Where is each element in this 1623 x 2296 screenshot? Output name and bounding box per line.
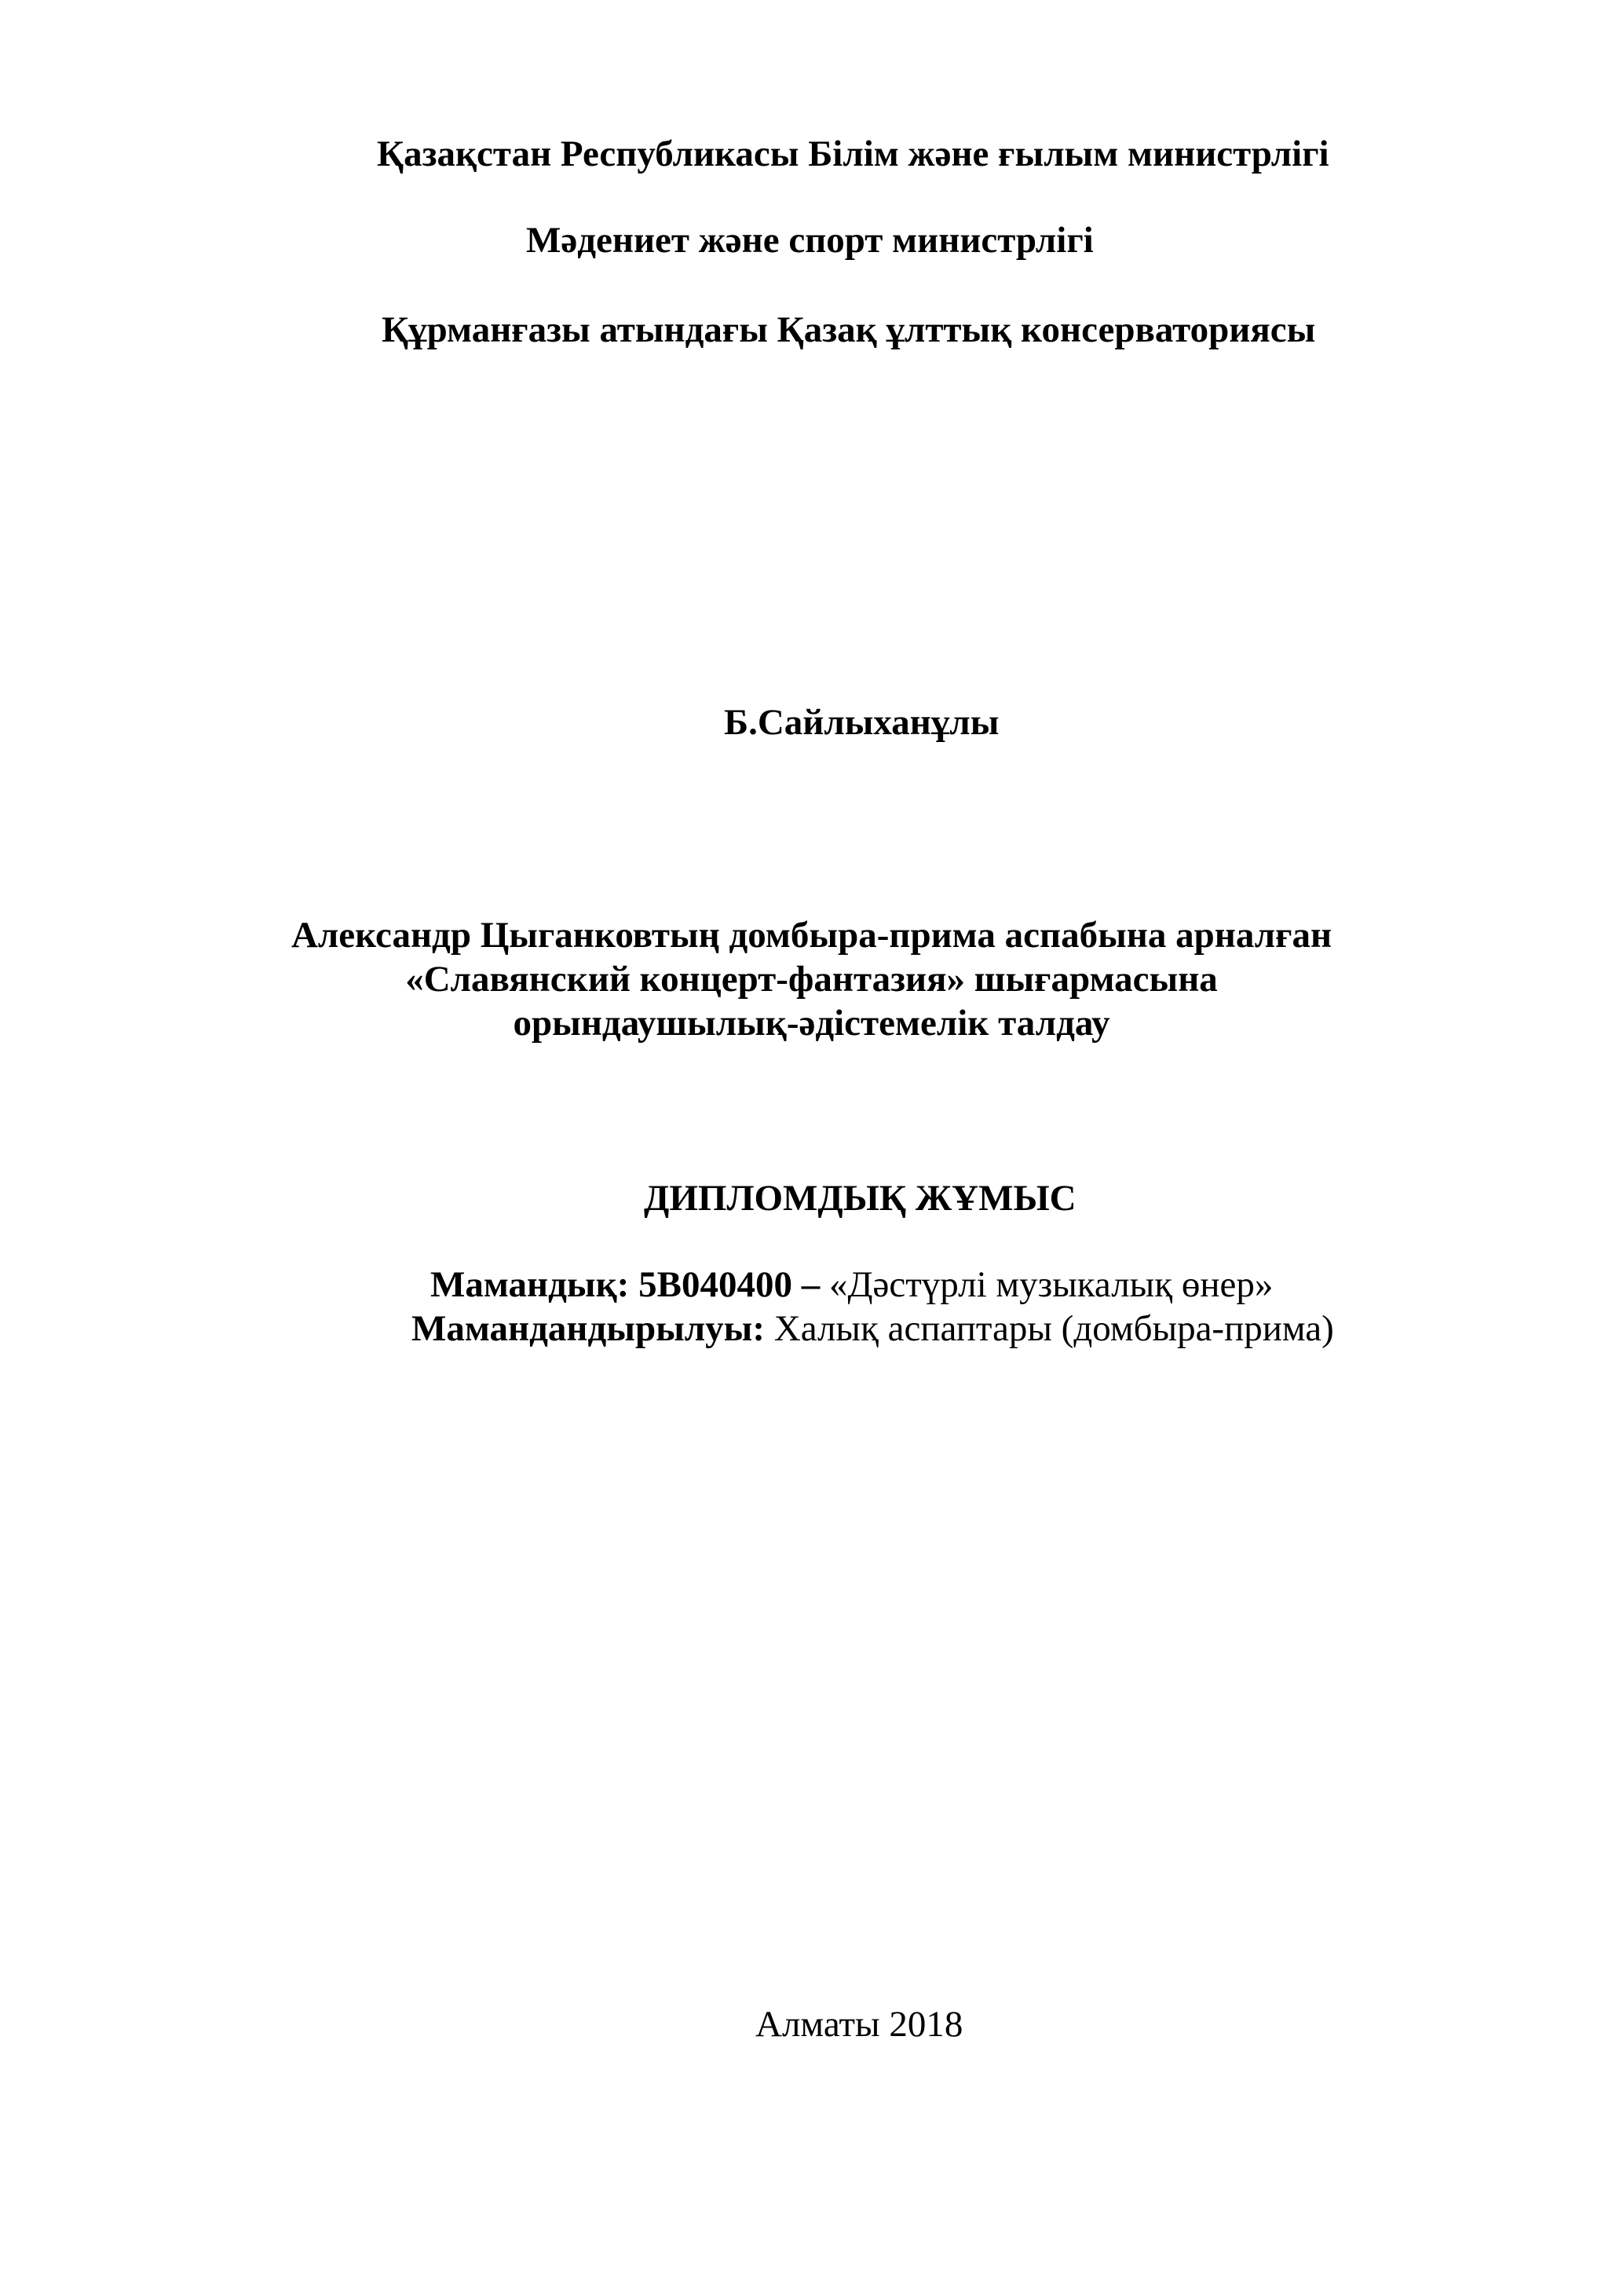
specialty-name: «Дәстүрлі музыкалық өнер» <box>828 1264 1274 1305</box>
thesis-title-line-1: Александр Цыганковтың домбыра-прима аспабына арналған <box>291 915 1332 956</box>
thesis-title-line-3: орындаушылық-әдістемелік талдау <box>513 1003 1110 1044</box>
specialty-code: 5В040400 – <box>638 1264 821 1305</box>
specialization-value: Халық аспаптары (домбыра-прима) <box>773 1308 1334 1349</box>
specialty-label: Мамандық: <box>430 1264 630 1305</box>
work-type-heading: ДИПЛОМДЫҚ ЖҰМЫС <box>644 1178 1077 1219</box>
conservatory-heading: Құрманғазы атындағы Қазақ ұлттық консерваториясы <box>382 309 1316 350</box>
ministry-culture-heading: Мәдениет және спорт министрлігі <box>526 220 1094 261</box>
city-year: Алматы 2018 <box>755 2004 963 2045</box>
specialization-line <box>411 1307 1334 1351</box>
thesis-title-line-2: «Славянский концерт-фантазия» шығармасына <box>405 959 1218 1000</box>
author-name: Б.Сайлыханұлы <box>724 702 1000 743</box>
specialization-label: Мамандандырылуы: <box>411 1308 766 1349</box>
ministry-education-heading: Қазақстан Республикасы Білім және ғылым министрлігі <box>377 133 1329 174</box>
specialty-line <box>430 1263 1273 1307</box>
